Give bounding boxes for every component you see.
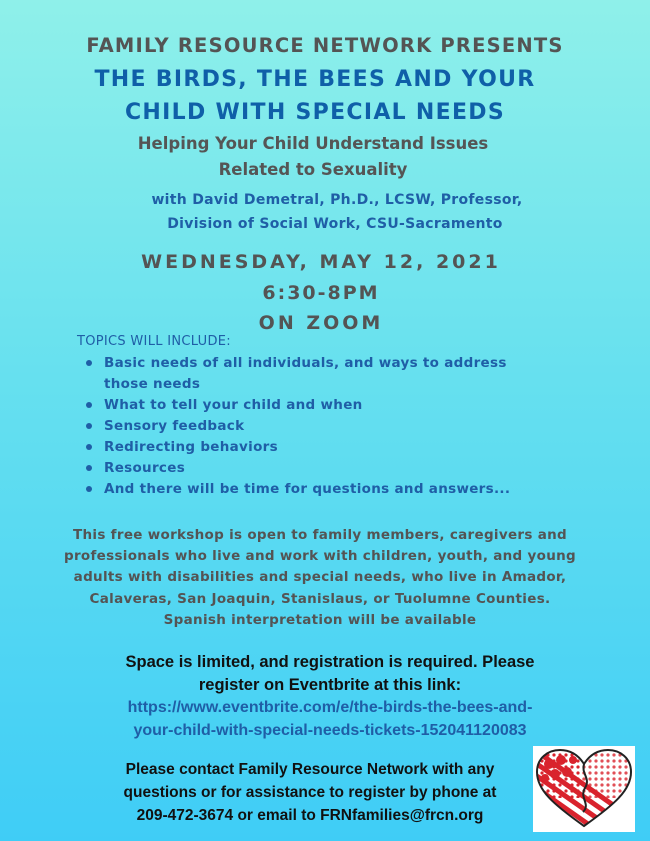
description-line: Calaveras, San Joaquin, Stanislaus, or Tuolumne Counties. [89,590,551,607]
topic-item [84,479,554,500]
topic-text: What to tell your child and when [104,397,363,413]
topic-text: Basic needs of all individuals, and ways to address those needs [104,355,507,392]
topics-heading: TOPICS WILL INCLUDE: [77,334,231,349]
speaker-line-1: with David Demetral, Ph.D., LCSW, Professor, [151,192,523,208]
topic-item [84,437,554,458]
presenter-line: FAMILY RESOURCE NETWORK PRESENTS [86,34,564,57]
bullet-icon [86,423,92,429]
bullet-icon [86,465,92,471]
registration-notice [70,651,590,697]
description-line: Spanish interpretation will be available [163,611,477,628]
puzzle-heart-logo [533,746,635,832]
contact-line-1: Please contact Family Resource Network with any [125,761,495,778]
description-line: adults with disabilities and special needs, who live in Amador, [73,569,567,586]
registration-line-2: register on Eventbrite at this link: [198,676,462,694]
contact-info [80,758,540,827]
topic-item [84,395,554,416]
contact-line-2: questions or for assistance to register by phone at [123,784,497,801]
bullet-icon [86,402,92,408]
description-line: professionals who live and work with children, youth, and young [64,548,576,565]
puzzle-heart-icon [533,746,635,832]
contact-line-3: 209-472-3674 or email to FRNfamilies@frcn.org [136,807,484,824]
description-line: This free workshop is open to family members, caregivers and [73,527,567,543]
workshop-description [60,525,580,631]
event-title-line-1: THE BIRDS, THE BEES AND YOUR [94,67,536,92]
speaker-line-2: Division of Social Work, CSU-Sacramento [167,216,503,232]
event-time: 6:30-8PM [262,282,380,304]
registration-line-1: Space is limited, and registration is required. Please [125,653,535,671]
bullet-icon [86,444,92,450]
topic-item [84,353,554,395]
eventbrite-link-line-1[interactable]: https://www.eventbrite.com/e/the-birds-the-bees-and- [127,699,533,716]
topic-text: And there will be time for questions and answers... [104,481,511,497]
topic-item [84,458,554,479]
topic-text: Sensory feedback [104,418,245,434]
event-title-line-2: CHILD WITH SPECIAL NEEDS [124,100,506,125]
subtitle-line-1: Helping Your Child Understand Issues [137,134,489,153]
topic-text: Resources [104,460,186,476]
eventbrite-link[interactable] [60,696,600,742]
topics-list [84,353,554,500]
topic-text: Redirecting behaviors [104,439,278,455]
bullet-icon [86,486,92,492]
topic-item [84,416,554,437]
event-location: ON ZOOM [258,312,384,334]
event-date: WEDNESDAY, MAY 12, 2021 [141,251,501,273]
subtitle-line-2: Related to Sexuality [218,160,408,179]
eventbrite-link-line-2[interactable]: your-child-with-special-needs-tickets-152041120083 [133,722,527,739]
bullet-icon [86,360,92,366]
